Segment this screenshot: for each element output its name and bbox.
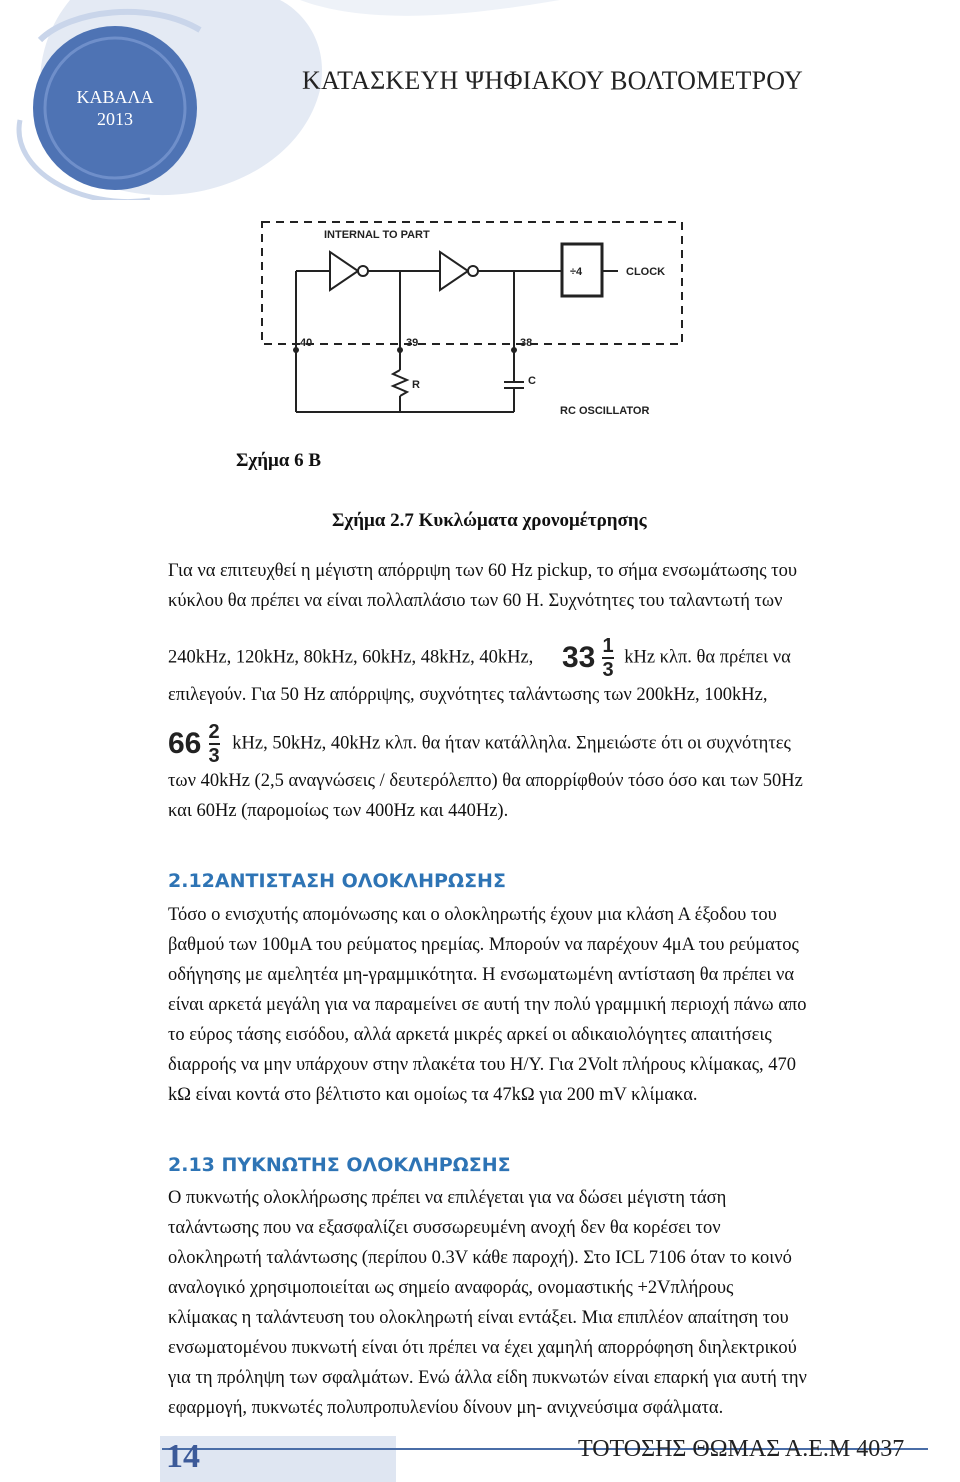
fraction-denominator: 3 bbox=[208, 745, 220, 767]
clock-label: CLOCK bbox=[626, 266, 666, 278]
fraction-66-2-3 bbox=[168, 722, 220, 766]
fraction-numerator: 2 bbox=[208, 721, 220, 743]
inverter-1 bbox=[330, 252, 358, 290]
pin-40-label: 40 bbox=[300, 337, 313, 349]
rc-oscillator-diagram bbox=[252, 212, 692, 432]
frequency-list: 240kHz, 120kHz, 80kHz, 60kHz, 48kHz, 40kHz, bbox=[168, 647, 534, 668]
text-line: ταλάντωσης που να εξασφαλίζει συσσωρευμένη ανοχή δεν θα κορέσει τον bbox=[168, 1218, 721, 1238]
document-title: ΚΑΤΑΣΚΕΥΗ ΨΗΦΙΑΚΟΥ ΒΟΛΤΟΜΕΤΡΟΥ bbox=[302, 66, 803, 95]
figure-caption-6b: Σχήμα 6 Β bbox=[236, 450, 322, 471]
text-line: κύκλου θα πρέπει να είναι πολλαπλάσιο των 60 Η. Συχνότητες του ταλαντωτή των bbox=[168, 591, 783, 611]
text-line bbox=[168, 636, 928, 680]
inverter-2 bbox=[440, 252, 468, 290]
fraction-whole: 66 bbox=[168, 727, 202, 760]
fraction-numerator: 1 bbox=[602, 635, 614, 657]
badge-year: 2013 bbox=[97, 109, 133, 129]
rc-oscillator-label: RC OSCILLATOR bbox=[560, 405, 650, 417]
text-line: Για να επιτευχθεί η μέγιστη απόρριψη των 60 Hz pickup, το σήμα ενσωμάτωσης του bbox=[168, 561, 798, 581]
resistor-r bbox=[393, 370, 407, 396]
header-badge bbox=[40, 86, 190, 130]
text-line: Τόσο ο ενισχυτής απομόνωσης και ο ολοκληρωτής έχουν μια κλάση Α έξοδου του bbox=[168, 905, 777, 925]
divider-label: ÷4 bbox=[570, 266, 583, 278]
figure-caption-2-7: Σχήμα 2.7 Κυκλώματα χρονομέτρησης bbox=[332, 510, 647, 531]
text-line: επιλεγούν. Για 50 Hz απόρριψης, συχνότητες ταλάντωσης των 200kHz, 100kHz, bbox=[168, 685, 768, 705]
text-line: είναι αρκετά μεγάλη για να παραμείνει σε αυτή την πολύ γραμμική περιοχή πάνω απο bbox=[168, 995, 807, 1015]
pin-38-label: 38 bbox=[520, 337, 533, 349]
text-line: και 60Hz (παρομοίως των 400Hz και 440Hz). bbox=[168, 801, 509, 821]
pin-39-label: 39 bbox=[406, 337, 419, 349]
resistor-label: R bbox=[412, 379, 420, 391]
text-line: το εύρος τάσης εισόδου, αλλά αρκετά μικρές αρκεί οι αδικαιολόγητες απαιτήσεις bbox=[168, 1025, 772, 1045]
section-heading-integration-resistor: 2.12ΑΝΤΙΣΤΑΣΗ ΟΛΟΚΛΗΡΩΣΗΣ bbox=[168, 870, 506, 892]
section-heading-integration-capacitor: 2.13 ΠΥΚΝΩΤΗΣ ΟΛΟΚΛΗΡΩΣΗΣ bbox=[168, 1154, 511, 1176]
fraction-denominator: 3 bbox=[602, 659, 614, 681]
badge-location: ΚΑΒΑΛΑ bbox=[76, 87, 154, 107]
text-line: ολοκληρωτή ταλάντωσης (περίπου 0.3V κάθε παροχή). Στο ICL 7106 όταν το κοινό bbox=[168, 1248, 792, 1268]
text-line: kΩ είναι κοντά στο βέλτιστο και ομοίως τα 47kΩ για 200 mV κλίμακα. bbox=[168, 1085, 698, 1105]
text-line: βαθμού των 100μΑ του ρεύματος ηρεμίας. Μπορούν να παρέχουν 4μΑ του ρεύματος bbox=[168, 935, 799, 955]
text-line: κλίμακας η ταλάντευση του ολοκληρωτή είναι εντάξει. Μια επιπλέον απαίτηση του bbox=[168, 1308, 789, 1328]
text-line bbox=[168, 722, 928, 766]
fraction-whole: 33 bbox=[561, 641, 596, 674]
internal-label: INTERNAL TO PART bbox=[324, 229, 430, 241]
paragraph-integration-resistor bbox=[168, 900, 928, 1110]
text-line: εφαρμογή, πυκνωτές πολυπροπυλενίου δίνουν μη- ανιχνεύσιμα σφάλματα. bbox=[168, 1398, 724, 1418]
author-line: ΤΟΤΟΣΗΣ ΘΩΜΑΣ Α.Ε.Μ 4037 bbox=[578, 1436, 905, 1462]
text-line: διαρροής να μην υπάρχουν στην πλακέτα του Η/Υ. Για 2Volt πλήρους κλίμακας, 470 bbox=[168, 1055, 797, 1075]
paragraph-integration-capacitor bbox=[168, 1183, 928, 1423]
text-fragment: kHz κλπ. θα πρέπει να bbox=[624, 647, 791, 668]
capacitor-label: C bbox=[528, 375, 536, 387]
text-line: Ο πυκνωτής ολοκλήρωσης πρέπει να επιλέγεται για να δώσει μέγιστη τάση bbox=[168, 1188, 727, 1208]
text-line: για τη πρόληψη των σφαλμάτων. Ενώ άλλα είδη πυκνωτών είναι επαρκή για αυτή την bbox=[168, 1368, 807, 1388]
text-line: οδήγησης με αμελητέα μη-γραμμικότητα. Η ενσωματωμένη αντίσταση θα πρέπει να bbox=[168, 965, 795, 985]
text-line: αναλογικό χρησιμοποιείται ως σημείο αναφοράς, ονομαστικής +2Vπλήρους bbox=[168, 1278, 734, 1298]
text-fragment: kHz, 50kHz, 40kHz κλπ. θα ήταν κατάλληλα. Σημειώστε ότι οι συχνότητες bbox=[232, 733, 791, 754]
text-line: ενσωματομένου πυκνωτή είναι ότι πρέπει να έχει χαμηλή απορρόφηση διηλεκτρικού bbox=[168, 1338, 797, 1358]
page-number: 14 bbox=[166, 1438, 200, 1475]
paragraph-frequency bbox=[168, 556, 928, 826]
text-line: των 40kHz (2,5 αναγνώσεις / δευτερόλεπτο) θα απορρίφθούν τόσο όσο και των 50Hz bbox=[168, 771, 803, 791]
fraction-33-1-3 bbox=[562, 636, 614, 680]
